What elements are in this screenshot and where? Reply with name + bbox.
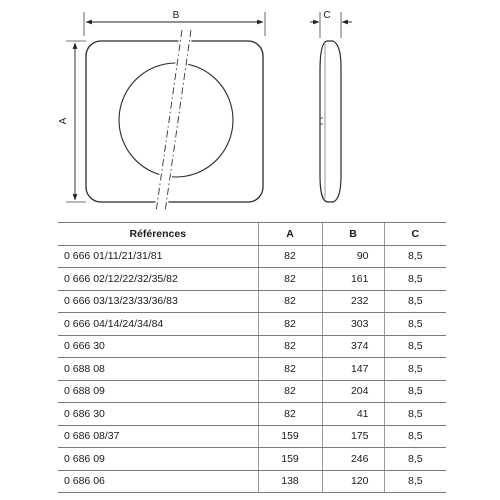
cell-reference: 0 688 08 (58, 358, 258, 381)
cell-reference: 0 666 04/14/24/34/84 (58, 313, 258, 336)
table-row (58, 403, 446, 426)
cell-a: 82 (258, 335, 322, 358)
dimension-c-label: C (323, 10, 331, 21)
plate-side-view (320, 41, 341, 202)
cell-reference: 0 666 30 (58, 335, 258, 358)
cell-b: 204 (322, 380, 384, 403)
cell-a: 82 (258, 358, 322, 381)
plate-front-view (86, 30, 263, 212)
cell-a: 159 (258, 425, 322, 448)
dimension-b-label: B (172, 10, 180, 21)
table-row (58, 425, 446, 448)
cell-b: 175 (322, 425, 384, 448)
cell-b: 303 (322, 313, 384, 336)
cell-a: 82 (258, 313, 322, 336)
cell-b: 161 (322, 268, 384, 291)
cell-c: 8,5 (384, 245, 446, 268)
cell-b: 374 (322, 335, 384, 358)
cell-reference: 0 686 08/37 (58, 425, 258, 448)
cell-c: 8,5 (384, 268, 446, 291)
table-row (58, 290, 446, 313)
table-row (58, 448, 446, 471)
table-header-row (58, 223, 446, 246)
cell-c: 8,5 (384, 448, 446, 471)
cell-a: 82 (258, 403, 322, 426)
cell-a: 138 (258, 470, 322, 493)
cell-b: 246 (322, 448, 384, 471)
cell-c: 8,5 (384, 313, 446, 336)
cell-reference: 0 666 03/13/23/33/36/83 (58, 290, 258, 313)
cell-a: 82 (258, 380, 322, 403)
table-row (58, 335, 446, 358)
dimension-b (84, 10, 265, 36)
cell-reference: 0 688 09 (58, 380, 258, 403)
cell-b: 232 (322, 290, 384, 313)
cell-b: 90 (322, 245, 384, 268)
header-references: Références (58, 223, 258, 246)
cell-c: 8,5 (384, 470, 446, 493)
header-b: B (322, 223, 384, 246)
cell-reference: 0 666 02/12/22/32/35/82 (58, 268, 258, 291)
table-row (58, 245, 446, 268)
cell-b: 120 (322, 470, 384, 493)
cell-c: 8,5 (384, 425, 446, 448)
header-a: A (258, 223, 322, 246)
cell-c: 8,5 (384, 290, 446, 313)
cell-c: 8,5 (384, 358, 446, 381)
cell-c: 8,5 (384, 403, 446, 426)
cell-c: 8,5 (384, 335, 446, 358)
dimension-c (310, 10, 352, 38)
cell-reference: 0 686 30 (58, 403, 258, 426)
cell-a: 82 (258, 290, 322, 313)
table-row (58, 470, 446, 493)
table-row (58, 268, 446, 291)
cell-a: 82 (258, 245, 322, 268)
technical-drawing (0, 0, 500, 215)
dimension-a (58, 41, 86, 202)
cell-reference: 0 666 01/11/21/31/81 (58, 245, 258, 268)
dimension-a-label: A (58, 117, 69, 125)
cell-b: 147 (322, 358, 384, 381)
table-row (58, 313, 446, 336)
cell-reference: 0 686 06 (58, 470, 258, 493)
cell-reference: 0 686 09 (58, 448, 258, 471)
header-c: C (384, 223, 446, 246)
table-row (58, 358, 446, 381)
cell-b: 41 (322, 403, 384, 426)
cell-c: 8,5 (384, 380, 446, 403)
cell-a: 159 (258, 448, 322, 471)
cell-a: 82 (258, 268, 322, 291)
references-table (58, 222, 446, 493)
table-row (58, 380, 446, 403)
